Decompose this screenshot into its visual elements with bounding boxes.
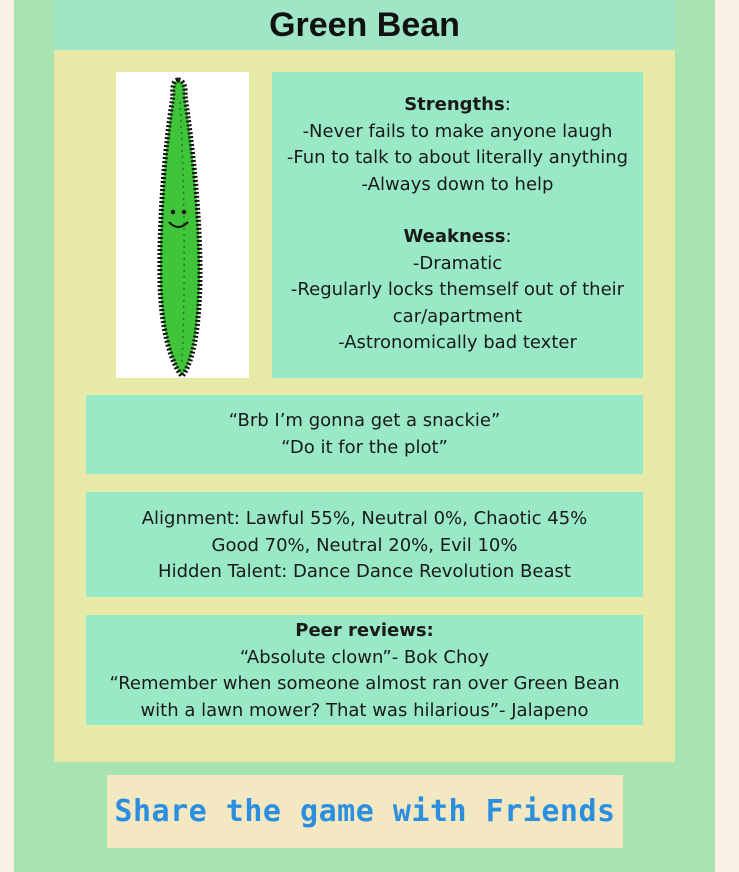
weakness-heading: Weakness: [403, 226, 506, 247]
strength-item: -Never fails to make anyone laugh: [302, 120, 613, 142]
strength-item: -Always down to help: [361, 173, 554, 195]
weakness-item: -Dramatic: [412, 252, 503, 274]
review-line: “Absolute clown”- Bok Choy: [239, 646, 490, 668]
weakness-item: -Astronomically bad texter: [338, 332, 577, 353]
title-bar: [54, 0, 675, 50]
share-button[interactable]: [107, 775, 623, 848]
weakness-colon: :: [505, 226, 512, 247]
character-title: Green Bean: [269, 5, 460, 44]
review-line: with a lawn mower? That was hilarious”- Jalapeno: [140, 699, 589, 721]
character-card: [14, 0, 715, 872]
review-line: “Remember when someone almost ran over Green Bean: [109, 673, 620, 694]
strengths-heading: Strengths: [404, 94, 505, 115]
alignment-line: Good 70%, Neutral 20%, Evil 10%: [211, 534, 518, 556]
character-image: [116, 72, 249, 378]
weakness-heading-line: [272, 224, 643, 251]
strengths-colon: :: [504, 94, 511, 115]
weakness-item: car/apartment: [392, 305, 523, 327]
quotes-box: [86, 395, 643, 474]
green-bean-icon: [116, 72, 249, 378]
share-button-label: Share the game with Friends: [114, 794, 616, 829]
peer-reviews-heading: Peer reviews:: [295, 620, 434, 641]
alignment-box: [86, 492, 643, 597]
peer-reviews-box: [86, 615, 643, 725]
quote-line: “Brb I’m gonna get a snackie”: [228, 410, 501, 431]
strength-item: -Fun to talk to about literally anything: [286, 147, 629, 168]
quote-line: “Do it for the plot”: [281, 436, 448, 458]
alignment-line: Alignment: Lawful 55%, Neutral 0%, Chaotic 45%: [141, 508, 588, 529]
traits-box: [272, 72, 643, 378]
strengths-heading-line: [272, 92, 643, 119]
page-margin: [0, 0, 14, 872]
weakness-item: -Regularly locks themself out of their: [290, 279, 625, 300]
hidden-talent-line: Hidden Talent: Dance Dance Revolution Beast: [158, 561, 571, 582]
